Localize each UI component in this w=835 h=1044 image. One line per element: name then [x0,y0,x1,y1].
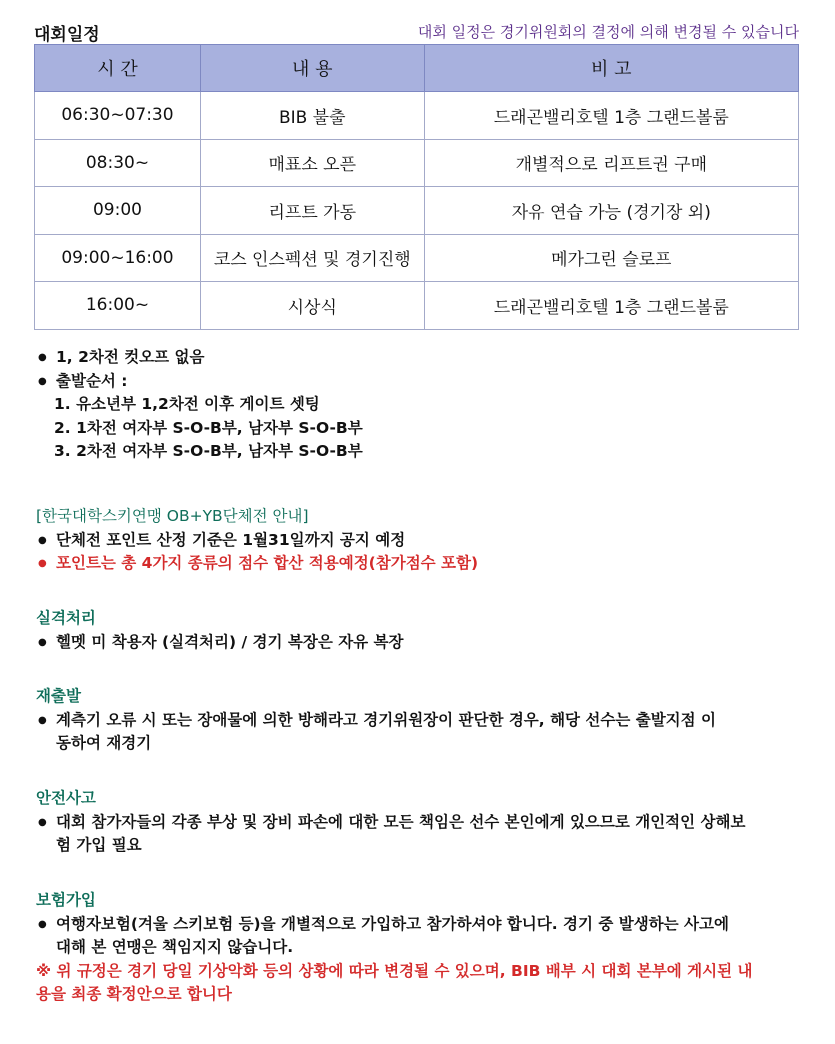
table-row [35,234,799,282]
row-remarks: 개별적으로 리프트권 구매 [424,139,798,187]
section-heading: 실격처리 [36,609,96,627]
row-time: 16:00~ [35,282,201,330]
header-remarks: 비 고 [424,45,798,92]
schedule-title: 대회일정 [34,25,100,45]
list-item [36,709,806,756]
row-time: 08:30~ [35,139,201,187]
list-item-line: ● 여행자보험(겨울 스키보험 등)을 개별적으로 가입하고 참가하셔야 합니다. 경기 중 발생하는 사고에 [56,914,729,933]
list-item-line: 험 가입 필요 [56,836,142,854]
row-time: 09:00~16:00 [35,234,201,282]
row-content: 시상식 [200,282,424,330]
safety-section [36,787,806,858]
start-order-item: 3. 2차전 여자부 S-O-B부, 남자부 S-O-B부 [54,442,363,460]
row-content: 코스 인스펙션 및 경기진행 [200,234,424,282]
list-item-line: ● 대회 참가자들의 각종 부상 및 장비 파손에 대한 모든 책임은 선수 본인에게 있으므로 개인적인 상해보 [56,812,746,831]
row-time: 09:00 [35,187,201,235]
list-item-line: ● 계측기 오류 시 또는 장애물에 의한 방해라고 경기위원장이 판단한 경우, 해당 선수는 출발지점 이 [56,710,716,729]
team-event-section [36,505,806,576]
list-item [36,913,806,960]
race-notes [36,346,806,464]
table-row [35,139,799,187]
row-remarks: 메가그린 슬로프 [424,234,798,282]
list-item-line: 대해 본 연맹은 책임지지 않습니다. [56,938,294,956]
final-notice-line: 용을 최종 확정안으로 합니다 [36,985,232,1003]
row-remarks: 드래곤밸리호텔 1층 그랜드볼룸 [424,92,798,140]
section-heading: 보험가입 [36,891,96,909]
restart-section [36,685,806,756]
section-heading: 재출발 [36,687,81,705]
list-item [36,811,806,858]
list-item-line: 동하여 재경기 [56,734,152,752]
start-order-item: 1. 유소년부 1,2차전 이후 게이트 셋팅 [54,395,320,413]
schedule-table [34,44,799,330]
row-time: 06:30~07:30 [35,92,201,140]
table-row [35,92,799,140]
schedule-header [34,20,799,44]
header-time: 시 간 [35,45,201,92]
start-order-item: 2. 1차전 여자부 S-O-B부, 남자부 S-O-B부 [54,418,363,437]
row-content: 매표소 오픈 [200,139,424,187]
list-item: ● 1, 2차전 컷오프 없음 [36,346,806,370]
row-remarks: 드래곤밸리호텔 1층 그랜드볼룸 [424,282,798,330]
list-item: ● 출발순서 : [36,370,806,394]
row-content: 리프트 가동 [200,187,424,235]
list-item: ● 단체전 포인트 산정 기준은 1월31일까지 공지 예정 [36,529,806,553]
insurance-section [36,889,806,1007]
table-row [35,282,799,330]
row-content: BIB 불출 [200,92,424,140]
final-notice-line: ※ 위 규정은 경기 당일 기상악화 등의 상황에 따라 변경될 수 있으며, BIB 배부 시 대회 본부에 게시된 내 [36,961,753,980]
header-content: 내 용 [200,45,424,92]
disqualification-section [36,607,806,654]
list-item: ● 헬멧 미 착용자 (실격처리) / 경기 복장은 자유 복장 [36,631,806,655]
table-row [35,187,799,235]
section-heading: 안전사고 [36,789,96,807]
list-item: ● 포인트는 총 4가지 종류의 점수 합산 적용예정(참가점수 포함) [36,552,806,576]
section-heading: [한국대학스키연맹 OB+YB단체전 안내] [36,507,309,525]
table-header-row [35,45,799,92]
row-remarks: 자유 연습 가능 (경기장 외) [424,187,798,235]
schedule-change-note: 대회 일정은 경기위원회의 결정에 의해 변경될 수 있습니다 [417,23,799,41]
